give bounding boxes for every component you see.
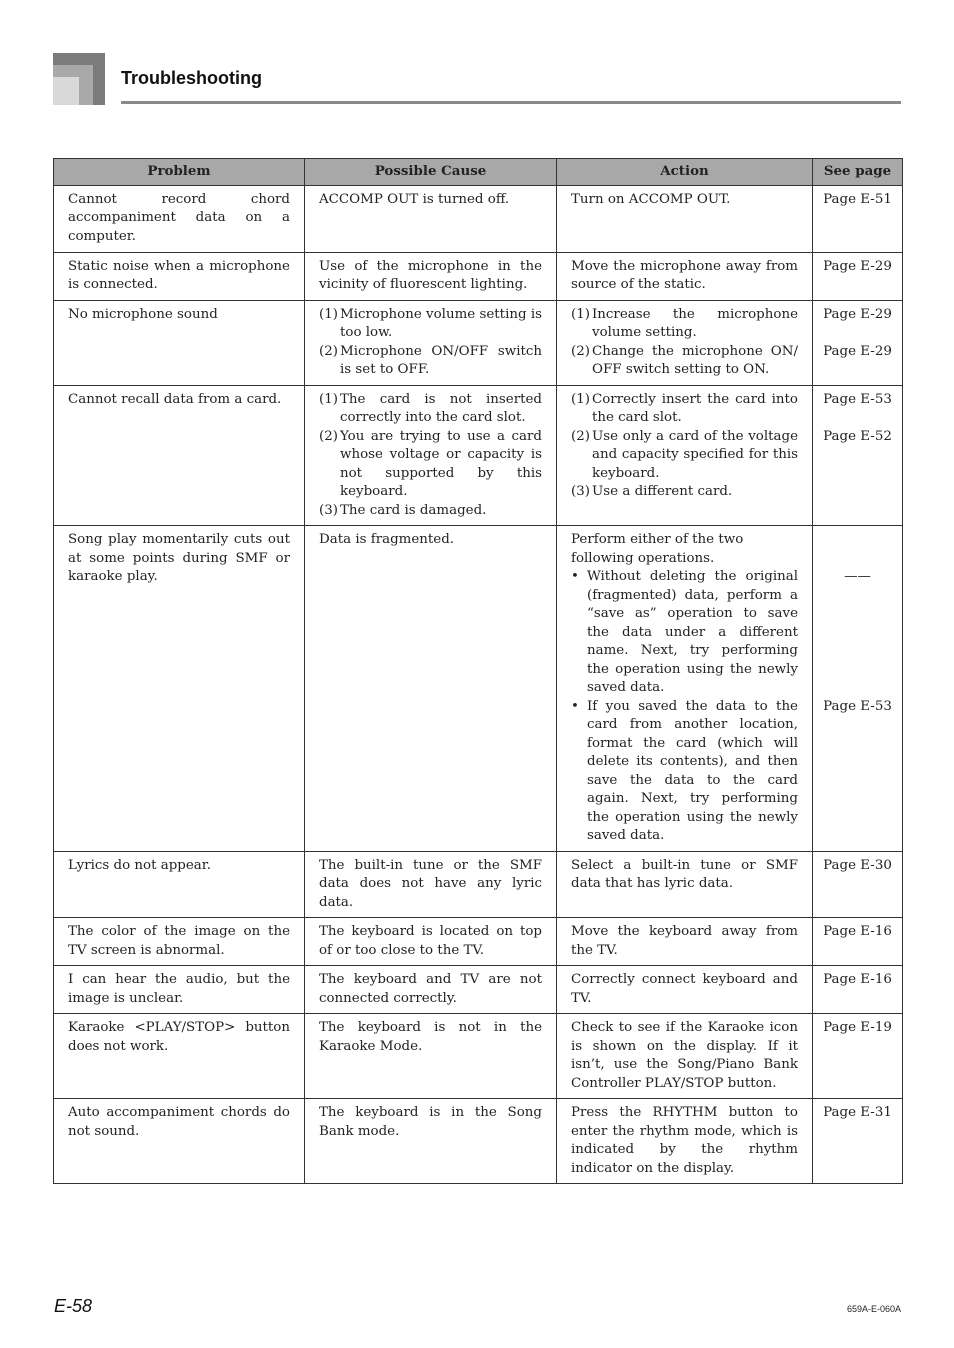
cause-text: The keyboard is in the Song Bank mode. [319, 1105, 542, 1139]
table-row [54, 1099, 903, 1184]
action-text: Select a built-in tune or SMF data that has lyric data. [571, 857, 798, 891]
action-bullet-item: • If you saved the data to the card from another location, format the card (which will delete its contents), and then save the data to the card again. Next, try performing the operation using the newly saved data. [571, 698, 798, 843]
page-cell [813, 252, 903, 300]
page-ref: Page E-53 [823, 391, 892, 407]
action-cell [557, 918, 813, 966]
cause-cell [305, 526, 557, 852]
table-row [54, 252, 903, 300]
cause-text: ACCOMP OUT is turned off. [319, 191, 510, 207]
document-code: 659A-E-060A [846, 1304, 901, 1314]
page-ref-none: —— [844, 569, 871, 584]
table-row [54, 851, 903, 918]
cause-cell [305, 918, 557, 966]
column-header-see-page: See page [813, 159, 903, 186]
table-row [54, 966, 903, 1014]
action-cell [557, 252, 813, 300]
action-cell [557, 300, 813, 385]
action-text: Move the microphone away from source of the static. [571, 258, 798, 292]
cause-cell [305, 851, 557, 918]
cause-text: The keyboard is located on top of or too close to the TV. [319, 924, 542, 958]
cause-item: (2) You are trying to use a card whose voltage or capacity is not supported by this keyboard. [319, 428, 542, 499]
action-item: (2) Change the microphone ON/ OFF switch setting to ON. [571, 343, 798, 377]
problem-cell: Cannot record chord accompaniment data on a computer. [54, 185, 305, 252]
action-cell [557, 385, 813, 526]
page-ref: Page E-16 [823, 924, 892, 939]
action-cell [557, 1099, 813, 1184]
table-row [54, 300, 903, 385]
table-header-row [54, 159, 903, 186]
table-row [54, 385, 903, 526]
page-ref: Page E-29 [823, 306, 892, 322]
page-ref: Page E-16 [823, 972, 892, 987]
page-cell [813, 918, 903, 966]
cause-text: The keyboard and TV are not connected correctly. [319, 972, 542, 1006]
page-cell [813, 526, 903, 852]
cause-item: (1) Microphone volume setting is too low. [319, 306, 542, 340]
action-bullet-item: • Without deleting the original (fragmented) data, perform a “save as” operation to save the data under a different name. Next, try performing the operation using the newly saved data. [571, 569, 798, 695]
page-cell [813, 385, 903, 526]
problem-cell: Song play momentarily cuts out at some points during SMF or karaoke play. [54, 526, 305, 852]
problem-cell: Karaoke <PLAY/STOP> button does not work. [54, 1014, 305, 1099]
column-header-action: Action [557, 159, 813, 186]
cause-item: (2) Microphone ON/OFF switch is set to OFF. [319, 343, 542, 377]
problem-cell: No microphone sound [54, 300, 305, 385]
action-item: (1) Correctly insert the card into the card slot. [571, 391, 798, 425]
action-item: (3) Use a different card. [571, 484, 733, 499]
page-ref: Page E-30 [823, 857, 892, 873]
cause-cell [305, 252, 557, 300]
action-item: (1) Increase the microphone volume setting. [571, 306, 798, 340]
page-cell [813, 300, 903, 385]
problem-cell: Auto accompaniment chords do not sound. [54, 1099, 305, 1184]
page-ref: Page E-31 [823, 1105, 892, 1120]
page-cell [813, 966, 903, 1014]
cause-text: The built-in tune or the SMF data does not have any lyric data. [319, 857, 542, 910]
problem-cell: Lyrics do not appear. [54, 851, 305, 918]
problem-cell: I can hear the audio, but the image is unclear. [54, 966, 305, 1014]
action-cell [557, 966, 813, 1014]
cause-cell [305, 300, 557, 385]
column-header-problem: Problem [54, 159, 305, 186]
page-ref: Page E-19 [823, 1020, 892, 1035]
page-ref: Page E-51 [823, 191, 892, 207]
cause-item: (1) The card is not inserted correctly into the card slot. [319, 391, 542, 425]
table-row [54, 185, 903, 252]
action-text: Move the keyboard away from the TV. [571, 924, 798, 958]
cause-cell [305, 966, 557, 1014]
page-ref: Page E-52 [823, 428, 892, 444]
action-cell [557, 185, 813, 252]
page-cell [813, 185, 903, 252]
page-title: Troubleshooting [121, 68, 262, 88]
action-cell [557, 1014, 813, 1099]
chapter-tab-logo [53, 53, 105, 105]
cause-item: (3) The card is damaged. [319, 502, 487, 518]
action-text: Correctly connect keyboard and TV. [571, 972, 798, 1006]
page-cell [813, 851, 903, 918]
cause-text: Data is fragmented. [319, 532, 455, 547]
action-text: Turn on ACCOMP OUT. [571, 191, 731, 207]
cause-cell [305, 1099, 557, 1184]
cause-text: The keyboard is not in the Karaoke Mode. [319, 1020, 542, 1054]
problem-cell: Static noise when a microphone is connected. [54, 252, 305, 300]
action-cell [557, 526, 813, 852]
page-ref: Page E-29 [823, 343, 892, 359]
cause-text: Use of the microphone in the vicinity of fluorescent lighting. [319, 258, 542, 292]
page-number: E-58 [54, 1296, 93, 1316]
troubleshooting-table [53, 158, 903, 1184]
cause-cell [305, 385, 557, 526]
table-row [54, 526, 903, 852]
page-ref: Page E-53 [823, 698, 892, 714]
cause-cell [305, 185, 557, 252]
table-row [54, 1014, 903, 1099]
problem-cell: Cannot recall data from a card. [54, 385, 305, 526]
problem-cell: The color of the image on the TV screen is abnormal. [54, 918, 305, 966]
page-cell [813, 1099, 903, 1184]
page-ref: Page E-29 [823, 258, 892, 274]
column-header-cause: Possible Cause [305, 159, 557, 186]
action-item: (2) Use only a card of the voltage and capacity specified for this keyboard. [571, 428, 798, 481]
header-divider [121, 101, 901, 104]
table-row [54, 918, 903, 966]
cause-cell [305, 1014, 557, 1099]
action-cell [557, 851, 813, 918]
action-intro: Perform either of the two following operations. [571, 532, 744, 566]
action-text: Press the RHYTHM button to enter the rhythm mode, which is indicated by the rhythm indicator on the display. [571, 1105, 798, 1176]
action-text: Check to see if the Karaoke icon is shown on the display. If it isn’t, use the Song/Piano Bank Controller PLAY/STOP button. [571, 1020, 798, 1091]
page-cell [813, 1014, 903, 1099]
